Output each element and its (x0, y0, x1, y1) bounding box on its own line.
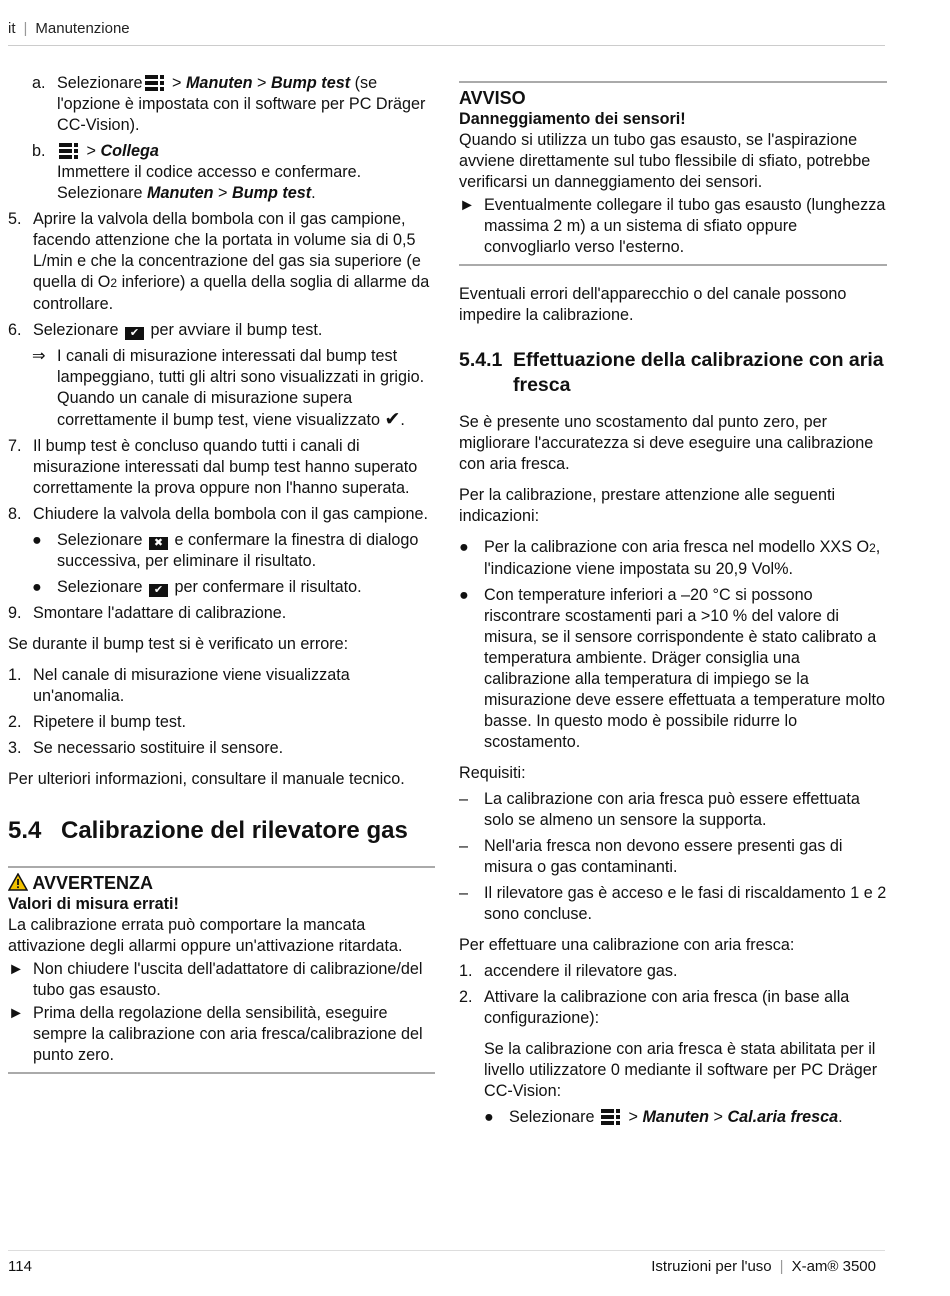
step-6 (8, 320, 435, 341)
step-b-marker: b. (32, 142, 46, 160)
step-6-result-text (57, 346, 435, 431)
note-1-t2: , l'indicazione viene impostata su 20,9 Vol%. (484, 538, 881, 578)
step-5-marker: 5. (8, 210, 22, 228)
step-6-t1: Selezionare (33, 321, 123, 339)
triangle-bullet-icon: ► (8, 960, 25, 978)
procedure-step-2-detail: Se la calibrazione con aria fresca è stata abilitata per il livello utilizzatore 0 mediante il software per PC Dräger CC-Vision: (484, 1040, 878, 1100)
dash-icon: – (459, 837, 469, 855)
notice-subtitle: Danneggiamento dei sensori! (459, 110, 686, 128)
step-6-result-t: I canali di misurazione interessati dal bump test lampeggiano, tutti gli altri sono visualizzati in grigio. Quando un canale di misurazione supera correttamente il bump test, viene visualizzato (57, 347, 425, 429)
step-a (32, 73, 435, 136)
procedure-bullet (484, 1107, 887, 1128)
bullet-icon: ● (484, 1108, 494, 1126)
step-a-bumptest: Bump test (270, 74, 351, 92)
bullet-icon: ● (32, 578, 42, 596)
notice-title: AVVISO (459, 88, 526, 108)
header-rule (8, 45, 885, 46)
proc-b-t1: Selezionare (509, 1108, 599, 1126)
header-separator: | (23, 20, 28, 37)
procedure-intro: Per effettuare una calibrazione con aria fresca: (459, 936, 795, 954)
proc-b-t3: > (709, 1108, 728, 1126)
error-step-3 (8, 738, 435, 759)
step-a-t3: > (252, 74, 271, 92)
step-b-collega: Collega (100, 142, 159, 160)
step-6-marker: 6. (8, 321, 22, 339)
error-step-2 (8, 712, 435, 733)
step-a-manuten: Manuten (185, 74, 253, 92)
proc-b-t2: > (624, 1108, 643, 1126)
step-8a-t1: Selezionare (57, 531, 147, 549)
bullet-icon: ● (32, 531, 42, 549)
note-bullet-1 (459, 537, 887, 580)
step-7 (8, 436, 435, 499)
step-b-t3: > (213, 184, 232, 202)
procedure-step-2-marker: 2. (459, 988, 473, 1006)
error-step-3-marker: 3. (8, 739, 22, 757)
step-5-text (33, 209, 435, 315)
error-step-2-marker: 2. (8, 713, 22, 731)
footer-rule (8, 1250, 885, 1251)
subsection-title: Effettuazione della calibrazione con aria fresca (513, 349, 884, 396)
warning-title-text: AVVERTENZA (32, 873, 154, 893)
requirement-2 (459, 836, 887, 878)
step-5 (8, 209, 435, 315)
step-9-marker: 9. (8, 604, 22, 622)
procedure-step-1-text: accendere il rilevatore gas. (484, 962, 678, 980)
page-header (8, 20, 130, 37)
step-7-marker: 7. (8, 437, 22, 455)
step-a-text (57, 73, 435, 136)
step-9-text: Smontare l'adattare di calibrazione. (33, 604, 287, 622)
warning-item-2-text: Prima della regolazione della sensibilità, eseguire sempre la calibrazione con aria fresca/calibrazione del punto zero. (33, 1004, 423, 1064)
step-8a-text (57, 530, 435, 572)
check-box-icon: ✔ (149, 584, 168, 597)
warning-title (8, 872, 435, 894)
triangle-bullet-icon: ► (459, 196, 476, 214)
requirement-1 (459, 789, 887, 831)
step-b (32, 141, 435, 204)
section-heading (8, 816, 435, 846)
left-column (8, 73, 435, 1092)
warning-item-1 (8, 959, 435, 1001)
step-b-t4: . (311, 184, 316, 202)
procedure-bullet-text (509, 1107, 887, 1128)
subsection-number: 5.4.1 (459, 349, 503, 371)
note-bullet-1-text (484, 537, 887, 580)
step-b-t2: Selezionare (57, 184, 147, 202)
step-6-t2: per avviare il bump test. (146, 321, 323, 339)
dash-icon: – (459, 884, 469, 902)
warning-body: La calibrazione errata può comportare la mancata attivazione degli allarmi oppure un'attivazione ritardata. (8, 916, 403, 955)
footer-product: X-am® 3500 (791, 1258, 876, 1275)
step-6-result-end: . (400, 411, 405, 429)
triangle-bullet-icon: ► (8, 1004, 25, 1022)
warning-triangle-icon (8, 873, 28, 891)
menu-icon (145, 74, 165, 91)
error-step-1-text: Nel canale di misurazione viene visualizzata un'anomalia. (33, 666, 350, 705)
step-8-bullet-2 (32, 577, 435, 598)
step-8b-text (57, 577, 435, 598)
notice-box (459, 81, 887, 266)
step-a-t2: > (167, 74, 186, 92)
note-1-sub: 2 (869, 541, 876, 555)
step-a-marker: a. (32, 74, 46, 92)
bullet-icon: ● (459, 538, 469, 556)
result-arrow-icon: ⇒ (32, 347, 46, 365)
procedure-step-2-text: Attivare la calibrazione con aria fresca (in base alla configurazione): (484, 988, 850, 1027)
requirement-3 (459, 883, 887, 925)
note-1-t1: Per la calibrazione con aria fresca nel modello XXS O (484, 538, 870, 556)
page-number: 114 (8, 1258, 32, 1275)
menu-icon (601, 1108, 621, 1125)
header-section: Manutenzione (35, 20, 130, 37)
step-b-line2: Immettere il codice accesso e confermare. (57, 163, 362, 181)
notice-item-1-text: Eventualmente collegare il tubo gas esausto (lunghezza massima 2 m) a un sistema di sfiato oppure convogliarlo verso l'esterno. (484, 196, 886, 256)
step-8 (8, 504, 435, 525)
note-bullet-2 (459, 585, 887, 753)
section-number: 5.4 (8, 817, 42, 844)
step-7-text: Il bump test è concluso quando tutti i canali di misurazione interessati dal bump test hanno superato correttamente la prova oppure non l'hanno superata. (33, 437, 418, 497)
step-5-t2: inferiore) a quella della soglia di allarme da controllare. (33, 273, 430, 313)
requirement-2-text: Nell'aria fresca non devono essere presenti gas di misura o gas contaminanti. (484, 837, 843, 876)
error-step-1 (8, 665, 435, 707)
error-step-3-text: Se necessario sostituire il sensore. (33, 739, 284, 757)
notice-item-1 (459, 195, 887, 258)
intro-paragraph: Se è presente uno scostamento dal punto zero, per migliorare l'accuratezza si deve eseguire una calibrazione con aria fresca. (459, 413, 874, 473)
check-box-icon: ✔ (125, 327, 144, 340)
warning-item-1-text: Non chiudere l'uscita dell'adattatore di calibrazione/del tubo gas esausto. (33, 960, 423, 999)
section-title: Calibrazione del rilevatore gas (61, 817, 408, 844)
right-column (459, 81, 887, 1133)
cancel-box-icon: ✖ (149, 537, 168, 550)
warning-box (8, 866, 435, 1074)
dash-icon: – (459, 790, 469, 808)
note-bullet-2-text: Con temperature inferiori a –20 °C si possono riscontrare scostamenti pari a >10 % del valore di misura, se il sensore corrispondente è stato calibrato a temperatura ambiente. Dräger consiglia una calibrazione alla temperatura di impiego se la misurazione deve essere effettuata a temperature molto basse. In questo modo è possibile ridurre lo scostamento. (484, 586, 886, 751)
header-lang: it (8, 20, 16, 37)
requirements-label: Requisiti: (459, 764, 526, 782)
requirement-3-text: Il rilevatore gas è acceso e le fasi di riscaldamento 1 e 2 sono concluse. (484, 884, 887, 923)
error-step-2-text: Ripetere il bump test. (33, 713, 186, 731)
step-8-bullet-1 (32, 530, 435, 572)
footer-doc (651, 1258, 876, 1275)
step-b-text (57, 141, 435, 204)
warning-item-2 (8, 1003, 435, 1066)
requirement-1-text: La calibrazione con aria fresca può essere effettuata solo se almeno un sensore la supporta. (484, 790, 860, 829)
proc-b-calaria: Cal.aria fresca (727, 1108, 839, 1126)
step-b-manuten: Manuten (147, 184, 214, 202)
proc-b-manuten: Manuten (642, 1108, 709, 1126)
step-5-t1: Aprire la valvola della bombola con il gas campione, facendo attenzione che la portata in volume sia di 0,5 L/min e che la concentrazione del gas sia superiore (e quella di O (33, 210, 421, 291)
more-info: Per ulteriori informazioni, consultare il manuale tecnico. (8, 770, 405, 788)
procedure-step-1-marker: 1. (459, 962, 473, 980)
step-b-t1: > (82, 142, 101, 160)
step-6-text (33, 320, 435, 341)
step-8-text: Chiudere la valvola della bombola con il gas campione. (33, 505, 429, 523)
menu-icon (59, 142, 79, 159)
footer-separator: | (779, 1258, 784, 1275)
step-a-t1: Selezionare (57, 74, 143, 92)
bullet-icon: ● (459, 586, 469, 604)
error-intro: Se durante il bump test si è verificato un errore: (8, 635, 349, 653)
checkmark-icon: ✔ (384, 409, 401, 430)
step-9 (8, 603, 435, 624)
procedure-step-2 (459, 987, 887, 1029)
subsection-heading (459, 348, 887, 398)
step-6-result (32, 346, 435, 431)
warning-subtitle: Valori di misura errati! (8, 895, 179, 913)
step-a-t4: (se l'opzione è impostata con il software per PC Dräger CC-Vision). (57, 74, 426, 134)
errors-paragraph: Eventuali errori dell'apparecchio o del canale possono impedire la calibrazione. (459, 285, 847, 324)
footer-doc-title: Istruzioni per l'uso (651, 1258, 772, 1275)
step-8a-t2: e confermare la finestra di dialogo successiva, per eliminare il risultato. (57, 531, 419, 570)
step-b-bumptest: Bump test (232, 184, 312, 202)
step-8b-t2: per confermare il risultato. (170, 578, 362, 596)
proc-b-t4: . (838, 1108, 843, 1126)
error-step-1-marker: 1. (8, 666, 22, 684)
step-5-sub: 2 (110, 276, 118, 290)
step-8b-t1: Selezionare (57, 578, 147, 596)
notes-intro: Per la calibrazione, prestare attenzione alle seguenti indicazioni: (459, 486, 836, 525)
notice-body: Quando si utilizza un tubo gas esausto, se l'aspirazione avviene direttamente sul tubo flessibile di sfiato, potrebbe verificarsi un danneggiamento dei sensori. (459, 131, 871, 191)
step-8-marker: 8. (8, 505, 22, 523)
procedure-step-1 (459, 961, 887, 982)
